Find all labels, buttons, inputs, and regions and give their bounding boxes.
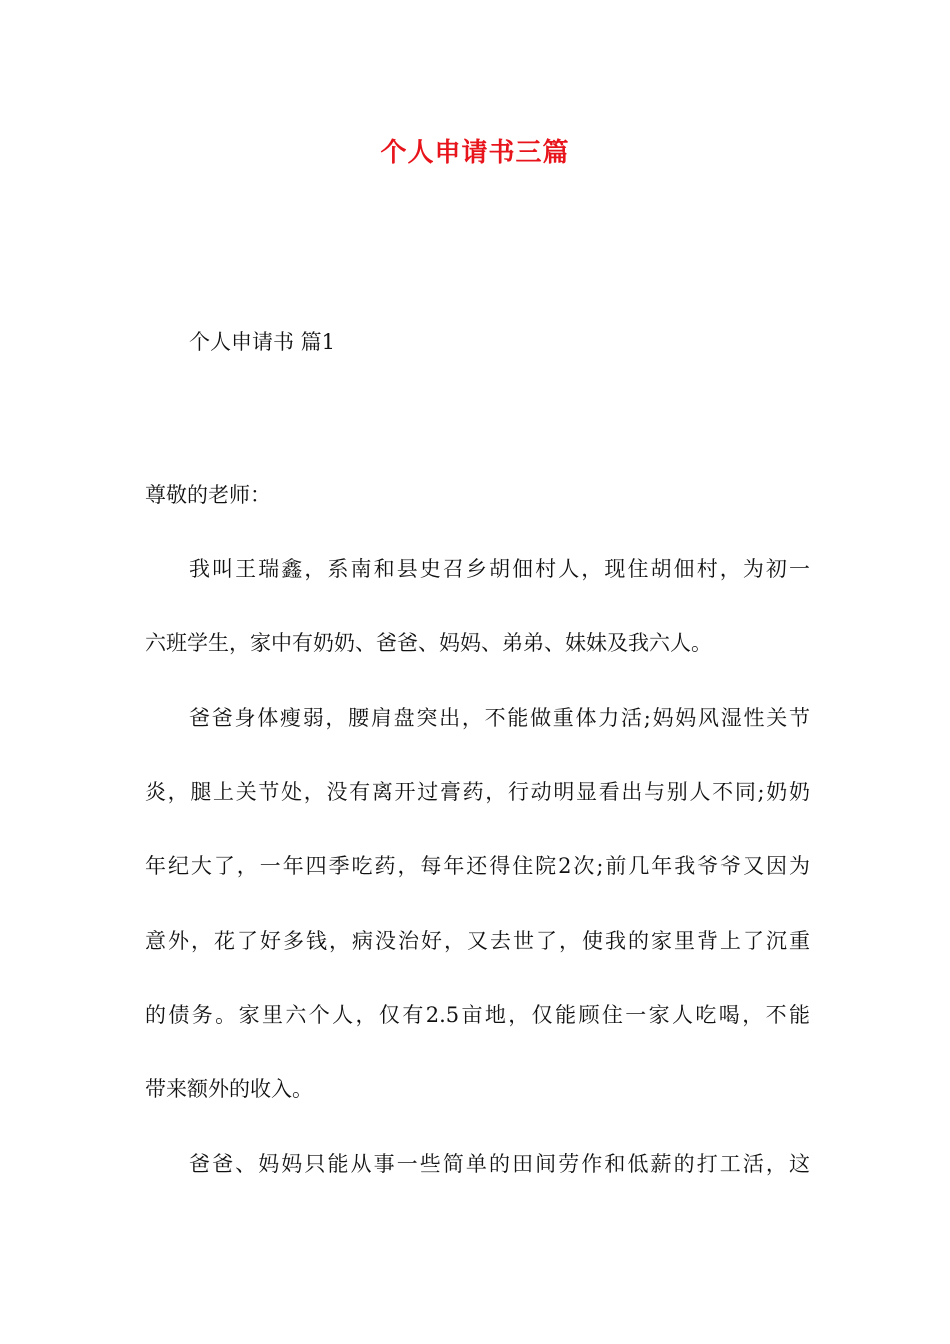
paragraph-line: 六班学生，家中有奶奶、爸爸、妈妈、弟弟、妹妹及我六人。 [145,631,712,655]
paragraph-line: 爸爸身体瘦弱，腰肩盘突出，不能做重体力活;妈妈风湿性关节 [189,706,810,730]
paragraph-line: 我叫王瑞鑫，系南和县史召乡胡佃村人，现住胡佃村，为初一 [189,557,810,581]
salutation: 尊敬的老师： [145,483,271,507]
section-heading: 个人申请书 篇1 [189,330,336,354]
paragraph-line: 意外，花了好多钱，病没治好，又去世了，使我的家里背上了沉重 [145,929,810,953]
paragraph-line: 带来额外的收入。 [145,1077,313,1101]
document-title: 个人申请书三篇 [380,138,570,168]
paragraph-line: 的债务。家里六个人，仅有2.5亩地，仅能顾住一家人吃喝，不能 [145,1003,810,1027]
paragraph-line: 年纪大了，一年四季吃药，每年还得住院2次;前几年我爷爷又因为 [145,854,810,878]
paragraph-line: 炎，腿上关节处，没有离开过膏药，行动明显看出与别人不同;奶奶 [145,780,810,804]
paragraph-line: 爸爸、妈妈只能从事一些简单的田间劳作和低薪的打工活，这 [189,1152,810,1176]
